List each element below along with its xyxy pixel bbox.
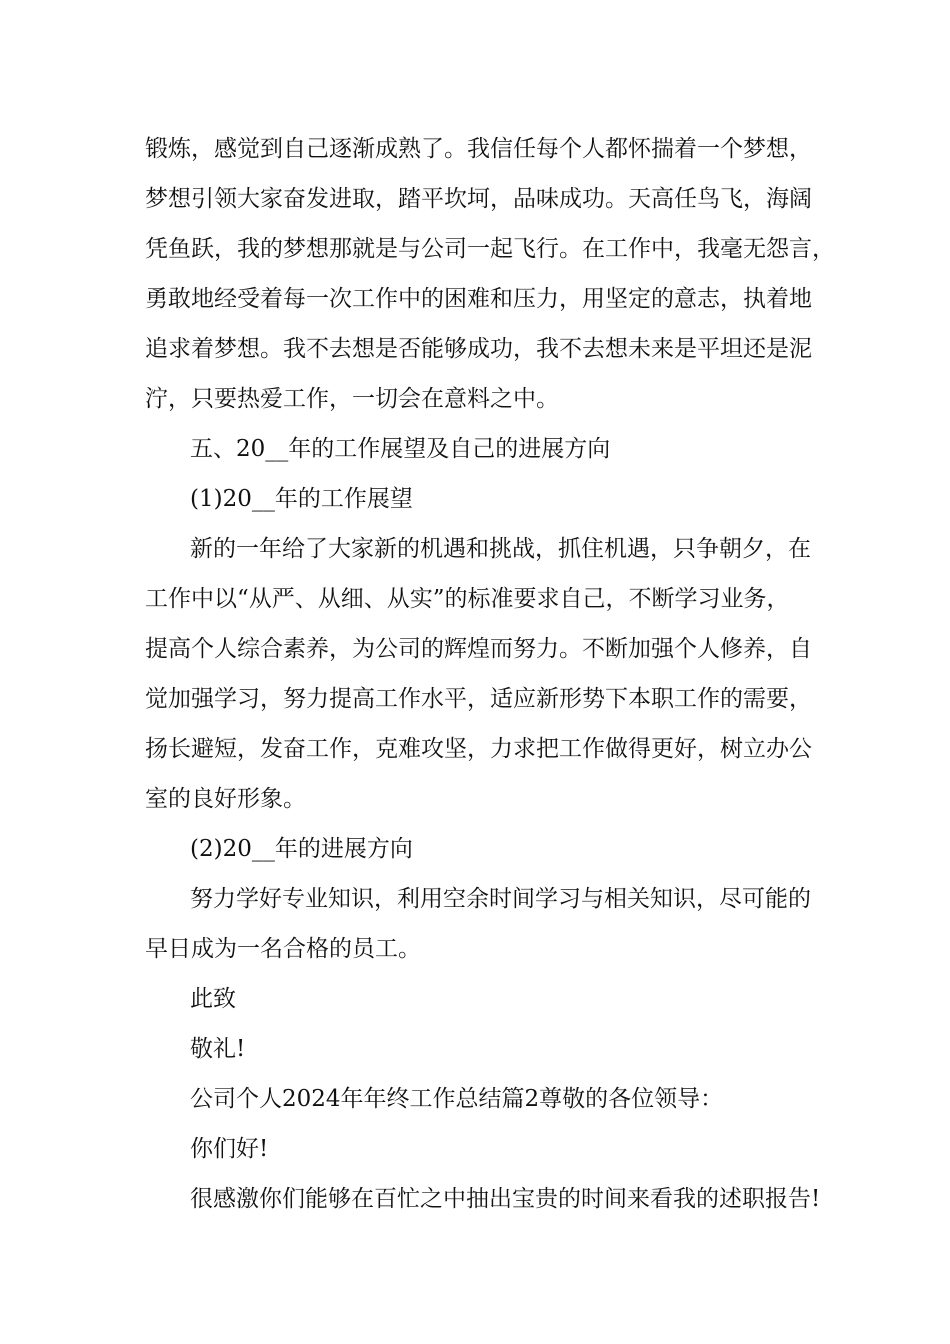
subsection-heading: (1)20__年的工作展望 <box>190 486 413 512</box>
body-line: 室的良好形象。 <box>145 786 306 812</box>
section-heading: 五、20__年的工作展望及自己的进展方向 <box>190 436 611 462</box>
body-line: 扬长避短，发奋工作，克难攻坚，力求把工作做得更好，树立办公 <box>145 736 812 762</box>
body-line: 梦想引领大家奋发进取，踏平坎坷，品味成功。天高任鸟飞，海阔 <box>145 186 812 212</box>
body-line: 追求着梦想。我不去想是否能够成功，我不去想未来是平坦还是泥 <box>145 336 812 362</box>
body-line: 锻炼，感觉到自己逐渐成熟了。我信任每个人都怀揣着一个梦想， <box>145 136 812 162</box>
body-line: 觉加强学习，努力提高工作水平，适应新形势下本职工作的需要， <box>145 686 812 712</box>
closing-line: 此致 <box>190 986 236 1012</box>
body-line: 工作中以“从严、从细、从实”的标准要求自己，不断学习业务， <box>145 586 790 612</box>
body-line: 早日成为一名合格的员工。 <box>145 936 421 962</box>
body-line: 新的一年给了大家新的机遇和挑战，抓住机遇，只争朝夕，在 <box>190 536 811 562</box>
document-body <box>145 124 835 1224</box>
article-title: 公司个人2024年年终工作总结篇2尊敬的各位领导： <box>190 1086 724 1112</box>
body-line: 努力学好专业知识，利用空余时间学习与相关知识，尽可能的 <box>190 886 811 912</box>
greeting-line: 你们好! <box>190 1136 269 1162</box>
body-line: 很感激你们能够在百忙之中抽出宝贵的时间来看我的述职报告! <box>190 1186 821 1212</box>
closing-line: 敬礼! <box>190 1036 246 1062</box>
body-line: 提高个人综合素养，为公司的辉煌而努力。不断加强个人修养，自 <box>145 636 812 662</box>
subsection-heading: (2)20__年的进展方向 <box>190 836 413 862</box>
body-line: 泞，只要热爱工作，一切会在意料之中。 <box>145 386 559 412</box>
body-line: 凭鱼跃，我的梦想那就是与公司一起飞行。在工作中，我毫无怨言， <box>145 236 835 262</box>
body-line: 勇敢地经受着每一次工作中的困难和压力，用坚定的意志，执着地 <box>145 286 812 312</box>
